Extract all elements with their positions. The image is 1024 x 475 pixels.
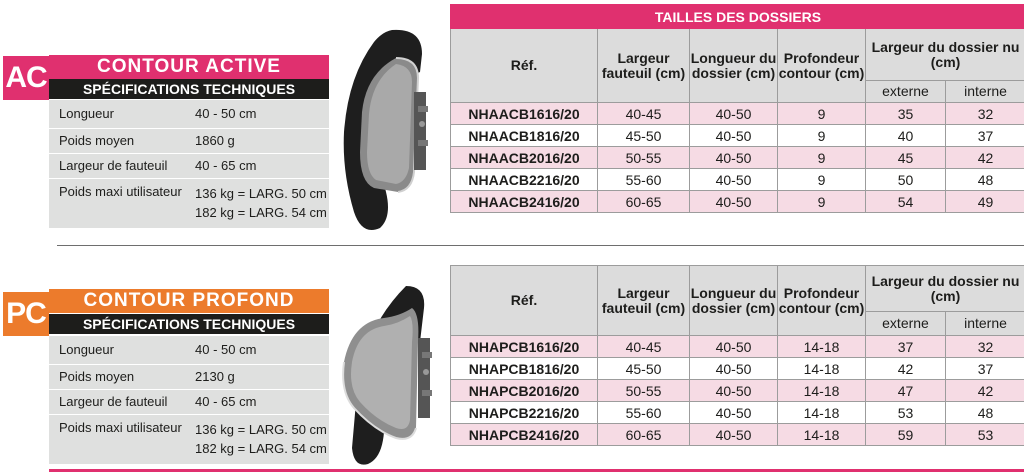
table-cell: 40-50 bbox=[690, 358, 778, 380]
table-cell: 40-45 bbox=[598, 103, 690, 125]
spec-value: 182 kg = LARG. 54 cm bbox=[195, 440, 327, 456]
col-ref: Réf. bbox=[451, 29, 598, 103]
spec-value: 182 kg = LARG. 54 cm bbox=[195, 204, 327, 220]
table-cell: 9 bbox=[778, 169, 866, 191]
spec-row bbox=[49, 364, 329, 389]
table-cell: 42 bbox=[946, 380, 1024, 402]
table-row bbox=[451, 424, 1024, 446]
spec-value: 136 kg = LARG. 50 cm bbox=[195, 185, 327, 201]
product-title: CONTOUR PROFOND bbox=[49, 289, 329, 313]
table-row bbox=[451, 191, 1024, 213]
table-body bbox=[451, 103, 1024, 213]
table-row bbox=[451, 103, 1024, 125]
col-largeur-fauteuil: Largeur fauteuil (cm) bbox=[598, 29, 690, 103]
table-cell: 9 bbox=[778, 103, 866, 125]
spec-row bbox=[49, 128, 329, 153]
table-cell: 59 bbox=[866, 424, 946, 446]
table-cell: 32 bbox=[946, 103, 1024, 125]
col-profondeur-contour: Profondeur contour (cm) bbox=[778, 29, 866, 103]
spec-value: 40 - 65 cm bbox=[195, 153, 329, 178]
table-body bbox=[451, 336, 1024, 446]
contour-active-cushion-image bbox=[334, 22, 446, 234]
col-largeur-dossier-nu: Largeur du dossier nu (cm) bbox=[866, 29, 1024, 81]
table-row bbox=[451, 336, 1024, 358]
table-cell: 55-60 bbox=[598, 402, 690, 424]
spec-label: Largeur de fauteuil bbox=[49, 153, 195, 178]
table-cell: 40-50 bbox=[690, 169, 778, 191]
cell-ref: NHAPCB1616/20 bbox=[451, 336, 598, 358]
cell-ref: NHAPCB2016/20 bbox=[451, 380, 598, 402]
spec-row bbox=[49, 336, 329, 364]
table-cell: 9 bbox=[778, 147, 866, 169]
section-divider bbox=[57, 245, 1024, 246]
table-cell: 40-45 bbox=[598, 336, 690, 358]
cell-ref: NHAACB2016/20 bbox=[451, 147, 598, 169]
table-cell: 45 bbox=[866, 147, 946, 169]
table-cell: 47 bbox=[866, 380, 946, 402]
table-cell: 9 bbox=[778, 191, 866, 213]
table-cell: 60-65 bbox=[598, 191, 690, 213]
table-cell: 37 bbox=[946, 125, 1024, 147]
table-cell: 35 bbox=[866, 103, 946, 125]
table-row bbox=[451, 147, 1024, 169]
spec-label: Poids moyen bbox=[49, 128, 195, 153]
spec-value: 40 - 50 cm bbox=[195, 100, 329, 128]
spec-label: Poids maxi utilisateur bbox=[59, 183, 182, 199]
spec-label: Poids moyen bbox=[49, 364, 195, 389]
table-cell: 32 bbox=[946, 336, 1024, 358]
table-cell: 48 bbox=[946, 402, 1024, 424]
table-row bbox=[451, 402, 1024, 424]
cell-ref: NHAACB1816/20 bbox=[451, 125, 598, 147]
table-cell: 40-50 bbox=[690, 336, 778, 358]
table-cell: 40-50 bbox=[690, 380, 778, 402]
spec-value: 40 - 50 cm bbox=[195, 336, 329, 364]
cell-ref: NHAACB2216/20 bbox=[451, 169, 598, 191]
table-cell: 14-18 bbox=[778, 424, 866, 446]
table-cell: 60-65 bbox=[598, 424, 690, 446]
table-cell: 50-55 bbox=[598, 380, 690, 402]
spec-value: 136 kg = LARG. 50 cm bbox=[195, 421, 327, 437]
table-row bbox=[451, 125, 1024, 147]
table-cell: 42 bbox=[866, 358, 946, 380]
table-cell: 40-50 bbox=[690, 191, 778, 213]
col-longueur-dossier: Longueur du dossier (cm) bbox=[690, 266, 778, 336]
col-largeur-fauteuil: Largeur fauteuil (cm) bbox=[598, 266, 690, 336]
table-cell: 40-50 bbox=[690, 402, 778, 424]
table-cell: 37 bbox=[946, 358, 1024, 380]
cell-ref: NHAPCB2416/20 bbox=[451, 424, 598, 446]
cell-ref: NHAPCB2216/20 bbox=[451, 402, 598, 424]
table-cell: 14-18 bbox=[778, 358, 866, 380]
cell-ref: NHAPCB1816/20 bbox=[451, 358, 598, 380]
spec-value: 1860 g bbox=[195, 128, 329, 153]
spec-row bbox=[49, 153, 329, 178]
spec-header: SPÉCIFICATIONS TECHNIQUES bbox=[49, 79, 329, 99]
table-cell: 14-18 bbox=[778, 336, 866, 358]
badge-ac: AC bbox=[3, 56, 49, 100]
spec-value: 2130 g bbox=[195, 364, 329, 389]
table-cell: 40-50 bbox=[690, 147, 778, 169]
table-cell: 40-50 bbox=[690, 125, 778, 147]
table-cell: 40-50 bbox=[690, 103, 778, 125]
spec-table bbox=[49, 336, 329, 464]
table-cell: 49 bbox=[946, 191, 1024, 213]
cell-ref: NHAACB1616/20 bbox=[451, 103, 598, 125]
col-interne: interne bbox=[946, 81, 1024, 103]
table-cell: 45-50 bbox=[598, 358, 690, 380]
table-cell: 14-18 bbox=[778, 402, 866, 424]
table-cell: 14-18 bbox=[778, 380, 866, 402]
spec-label: Longueur bbox=[49, 100, 195, 128]
table-cell: 40 bbox=[866, 125, 946, 147]
spec-row bbox=[49, 389, 329, 414]
contour-profond-cushion-image bbox=[334, 282, 446, 468]
col-externe: externe bbox=[866, 312, 946, 336]
table-cell: 55-60 bbox=[598, 169, 690, 191]
spec-header: SPÉCIFICATIONS TECHNIQUES bbox=[49, 314, 329, 334]
table-cell: 50 bbox=[866, 169, 946, 191]
spec-label: Largeur de fauteuil bbox=[49, 389, 195, 414]
table-cell: 40-50 bbox=[690, 424, 778, 446]
table-cell: 50-55 bbox=[598, 147, 690, 169]
table-caption: TAILLES DES DOSSIERS bbox=[451, 5, 1024, 29]
table-row bbox=[451, 358, 1024, 380]
sizes-table bbox=[450, 265, 1024, 446]
table-cell: 53 bbox=[866, 402, 946, 424]
table-cell: 53 bbox=[946, 424, 1024, 446]
cell-ref: NHAACB2416/20 bbox=[451, 191, 598, 213]
badge-pc: PC bbox=[3, 292, 49, 336]
sizes-table bbox=[450, 4, 1024, 213]
table-cell: 9 bbox=[778, 125, 866, 147]
table-row bbox=[451, 169, 1024, 191]
section-contour-profond bbox=[0, 260, 1024, 475]
spec-row bbox=[49, 414, 329, 464]
col-profondeur-contour: Profondeur contour (cm) bbox=[778, 266, 866, 336]
table-cell: 42 bbox=[946, 147, 1024, 169]
col-longueur-dossier: Longueur du dossier (cm) bbox=[690, 29, 778, 103]
table-cell: 45-50 bbox=[598, 125, 690, 147]
spec-table bbox=[49, 100, 329, 228]
table-cell: 37 bbox=[866, 336, 946, 358]
spec-label: Longueur bbox=[49, 336, 195, 364]
table-cell: 48 bbox=[946, 169, 1024, 191]
spec-row bbox=[49, 100, 329, 128]
product-title: CONTOUR ACTIVE bbox=[49, 55, 329, 79]
bottom-rule bbox=[49, 469, 1024, 472]
table-row bbox=[451, 380, 1024, 402]
spec-label: Poids maxi utilisateur bbox=[59, 419, 182, 435]
col-ref: Réf. bbox=[451, 266, 598, 336]
col-largeur-dossier-nu: Largeur du dossier nu (cm) bbox=[866, 266, 1024, 312]
spec-row bbox=[49, 178, 329, 228]
spec-value: 40 - 65 cm bbox=[195, 389, 329, 414]
col-externe: externe bbox=[866, 81, 946, 103]
col-interne: interne bbox=[946, 312, 1024, 336]
table-cell: 54 bbox=[866, 191, 946, 213]
